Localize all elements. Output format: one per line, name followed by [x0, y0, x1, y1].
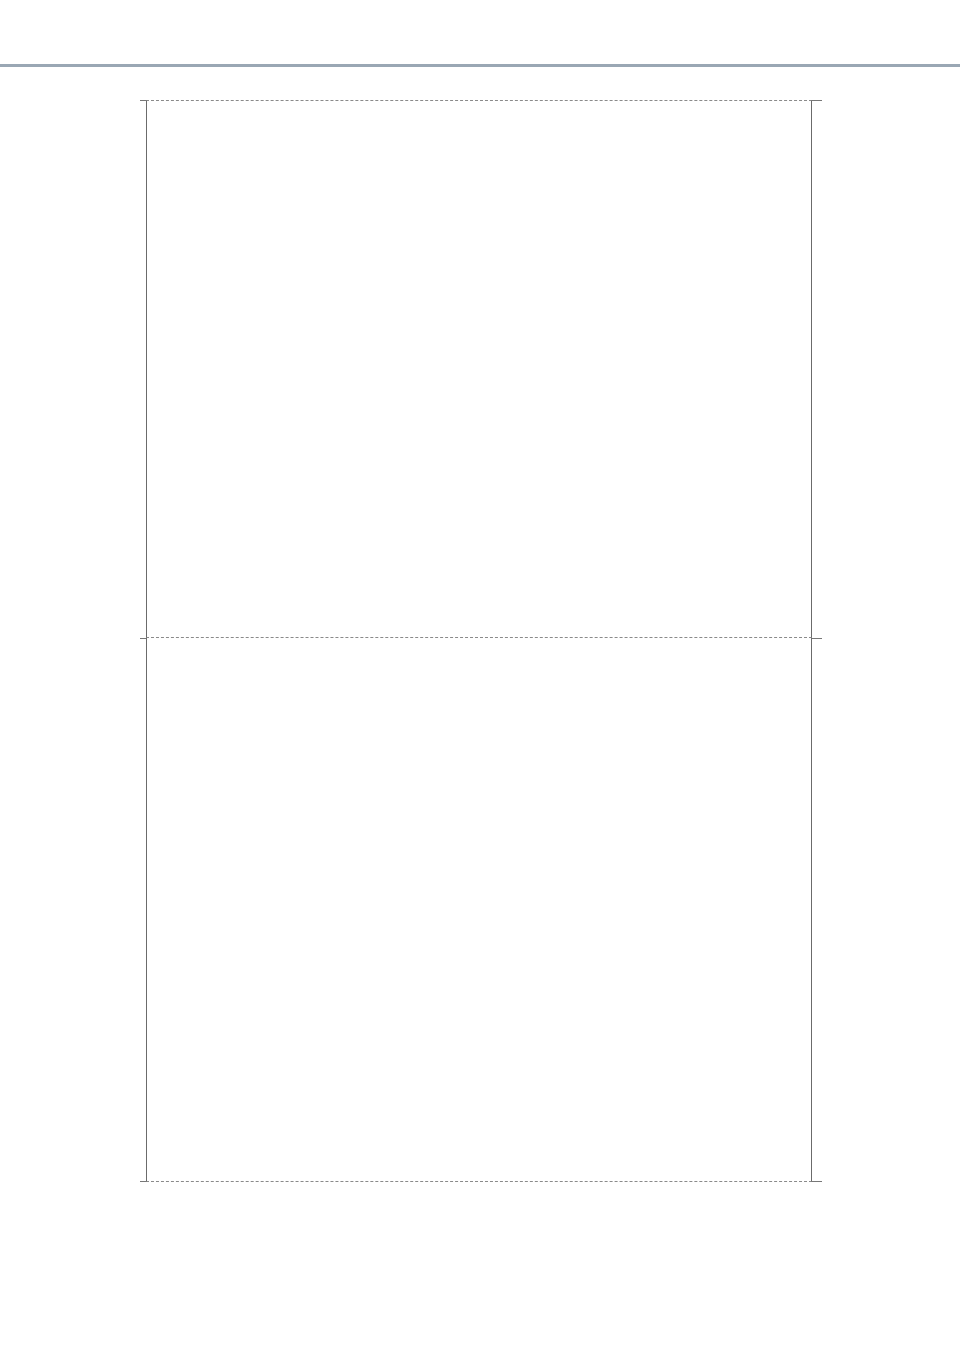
header-rule [0, 64, 960, 67]
corner-tick [812, 100, 822, 101]
bulgarian-warning-panel [146, 100, 812, 638]
corner-tick [812, 638, 822, 639]
corner-tick [812, 1181, 822, 1182]
corner-tick [140, 638, 146, 639]
romanian-warning-panel [146, 638, 812, 1182]
corner-tick [140, 100, 146, 101]
corner-tick [140, 1181, 146, 1182]
